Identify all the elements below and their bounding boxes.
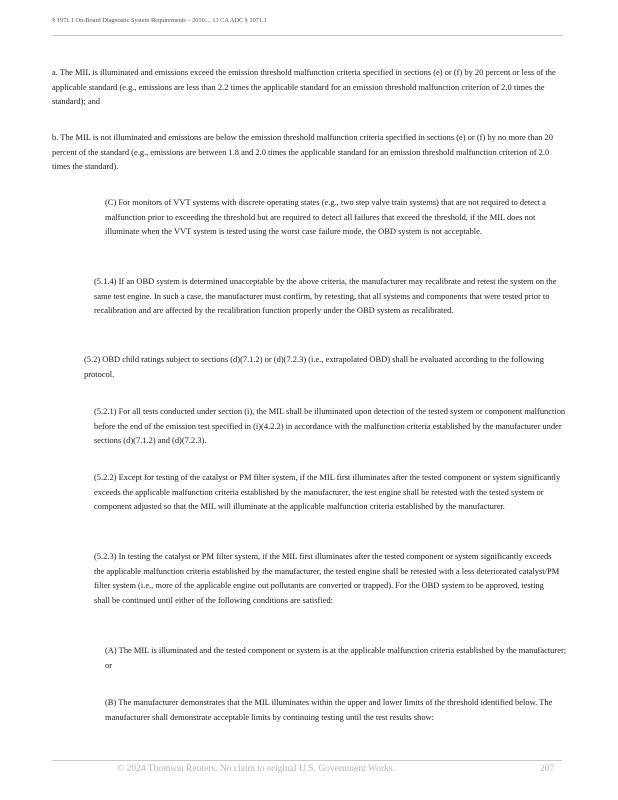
footer-rule — [52, 760, 562, 761]
page-header: § 1971.1 On-Board Diagnostic System Requirements – 2010..., 13 CA ADC § 1971.1 — [52, 17, 267, 24]
footer-copyright: © 2024 Thomson Reuters. No claim to original U.S. Government Works. — [117, 764, 395, 774]
page-number: 207 — [540, 764, 555, 774]
paragraph-b: b. The MIL is not illuminated and emissions are below the emission threshold malfunction criteria specified in sections (e) or (f) by no more than 20 percent of the standard (e.g., emissions are between 1.8 and 2.0 times the applicable standard for an emission threshold malfunction criterion of 2.0 times the standard). — [52, 132, 553, 172]
paragraph-5-2-1: (5.2.1) For all tests conducted under section (i), the MIL shall be illuminated upon detection of the tested system or component malfunction before the end of the emission test specified in (i)(4.2.2) in accordance with the malfunction criteria established by the manufacturer under sections (d)(7.1.2) and (d)(7.2.3). — [94, 406, 566, 446]
paragraph-A: (A) The MIL is illuminated and the tested component or system is at the applicable malfunction criteria established by the manufacturer; or — [105, 645, 567, 670]
paragraph-5-2-2: (5.2.2) Except for testing of the catalyst or PM filter system, if the MIL first illuminates after the tested component or system significantly exceeds the applicable malfunction criteria established by the manufacturer, the test engine shall be retested with the tested system or component adjusted so that the MIL will illuminate at the applicable malfunction criteria established by the manufacturer. — [94, 472, 561, 512]
paragraph-5-2: (5.2) OBD child ratings subject to sections (d)(7.1.2) or (d)(7.2.3) (i.e., extrapolated OBD) shall be evaluated according to the following protocol. — [84, 354, 544, 379]
paragraph-5-1-4: (5.1.4) If an OBD system is determined unacceptable by the above criteria, the manufacturer may recalibrate and retest the system on the same test engine. In such a case, the manufacturer must confirm, by retesting, that all systems and components that were tested prior to recalibration and are affected by the recalibration function properly under the OBD system as recalibrated. — [94, 276, 557, 316]
paragraph-a: a. The MIL is illuminated and emissions exceed the emission threshold malfunction criteria specified in sections (e) or (f) by 20 percent or less of the applicable standard (e.g., emissions are less than 2.2 times the applicable standard for an emission threshold malfunction criterion of 2.0 times the standard); and — [52, 67, 556, 107]
header-rule — [52, 35, 562, 36]
paragraph-c-vvt: (C) For monitors of VVT systems with discrete operating states (e.g., two step valve train systems) that are not required to detect a malfunction prior to exceeding the threshold but are required to detect all failures that exceed the threshold, if the MIL does not illuminate when the VVT system is tested using the worst case failure mode, the OBD system is not acceptable. — [105, 197, 546, 237]
paragraph-5-2-3: (5.2.3) In testing the catalyst or PM filter system, if the MIL first illuminates after the tested component or system significantly exceeds the applicable malfunction criteria established by the manufacturer, the tested engine shall be retested with a less deteriorated catalyst/PM filter system (i.e., more of the applicable engine out pollutants are converted or trapped). For the OBD system to be approved, testing shall be continued until either of the following conditions are satisfied: — [94, 551, 560, 605]
paragraph-B: (B) The manufacturer demonstrates that the MIL illuminates within the upper and lower limits of the threshold identified below. The manufacturer shall demonstrate acceptable limits by continuing testing until the test results show: — [105, 697, 553, 722]
